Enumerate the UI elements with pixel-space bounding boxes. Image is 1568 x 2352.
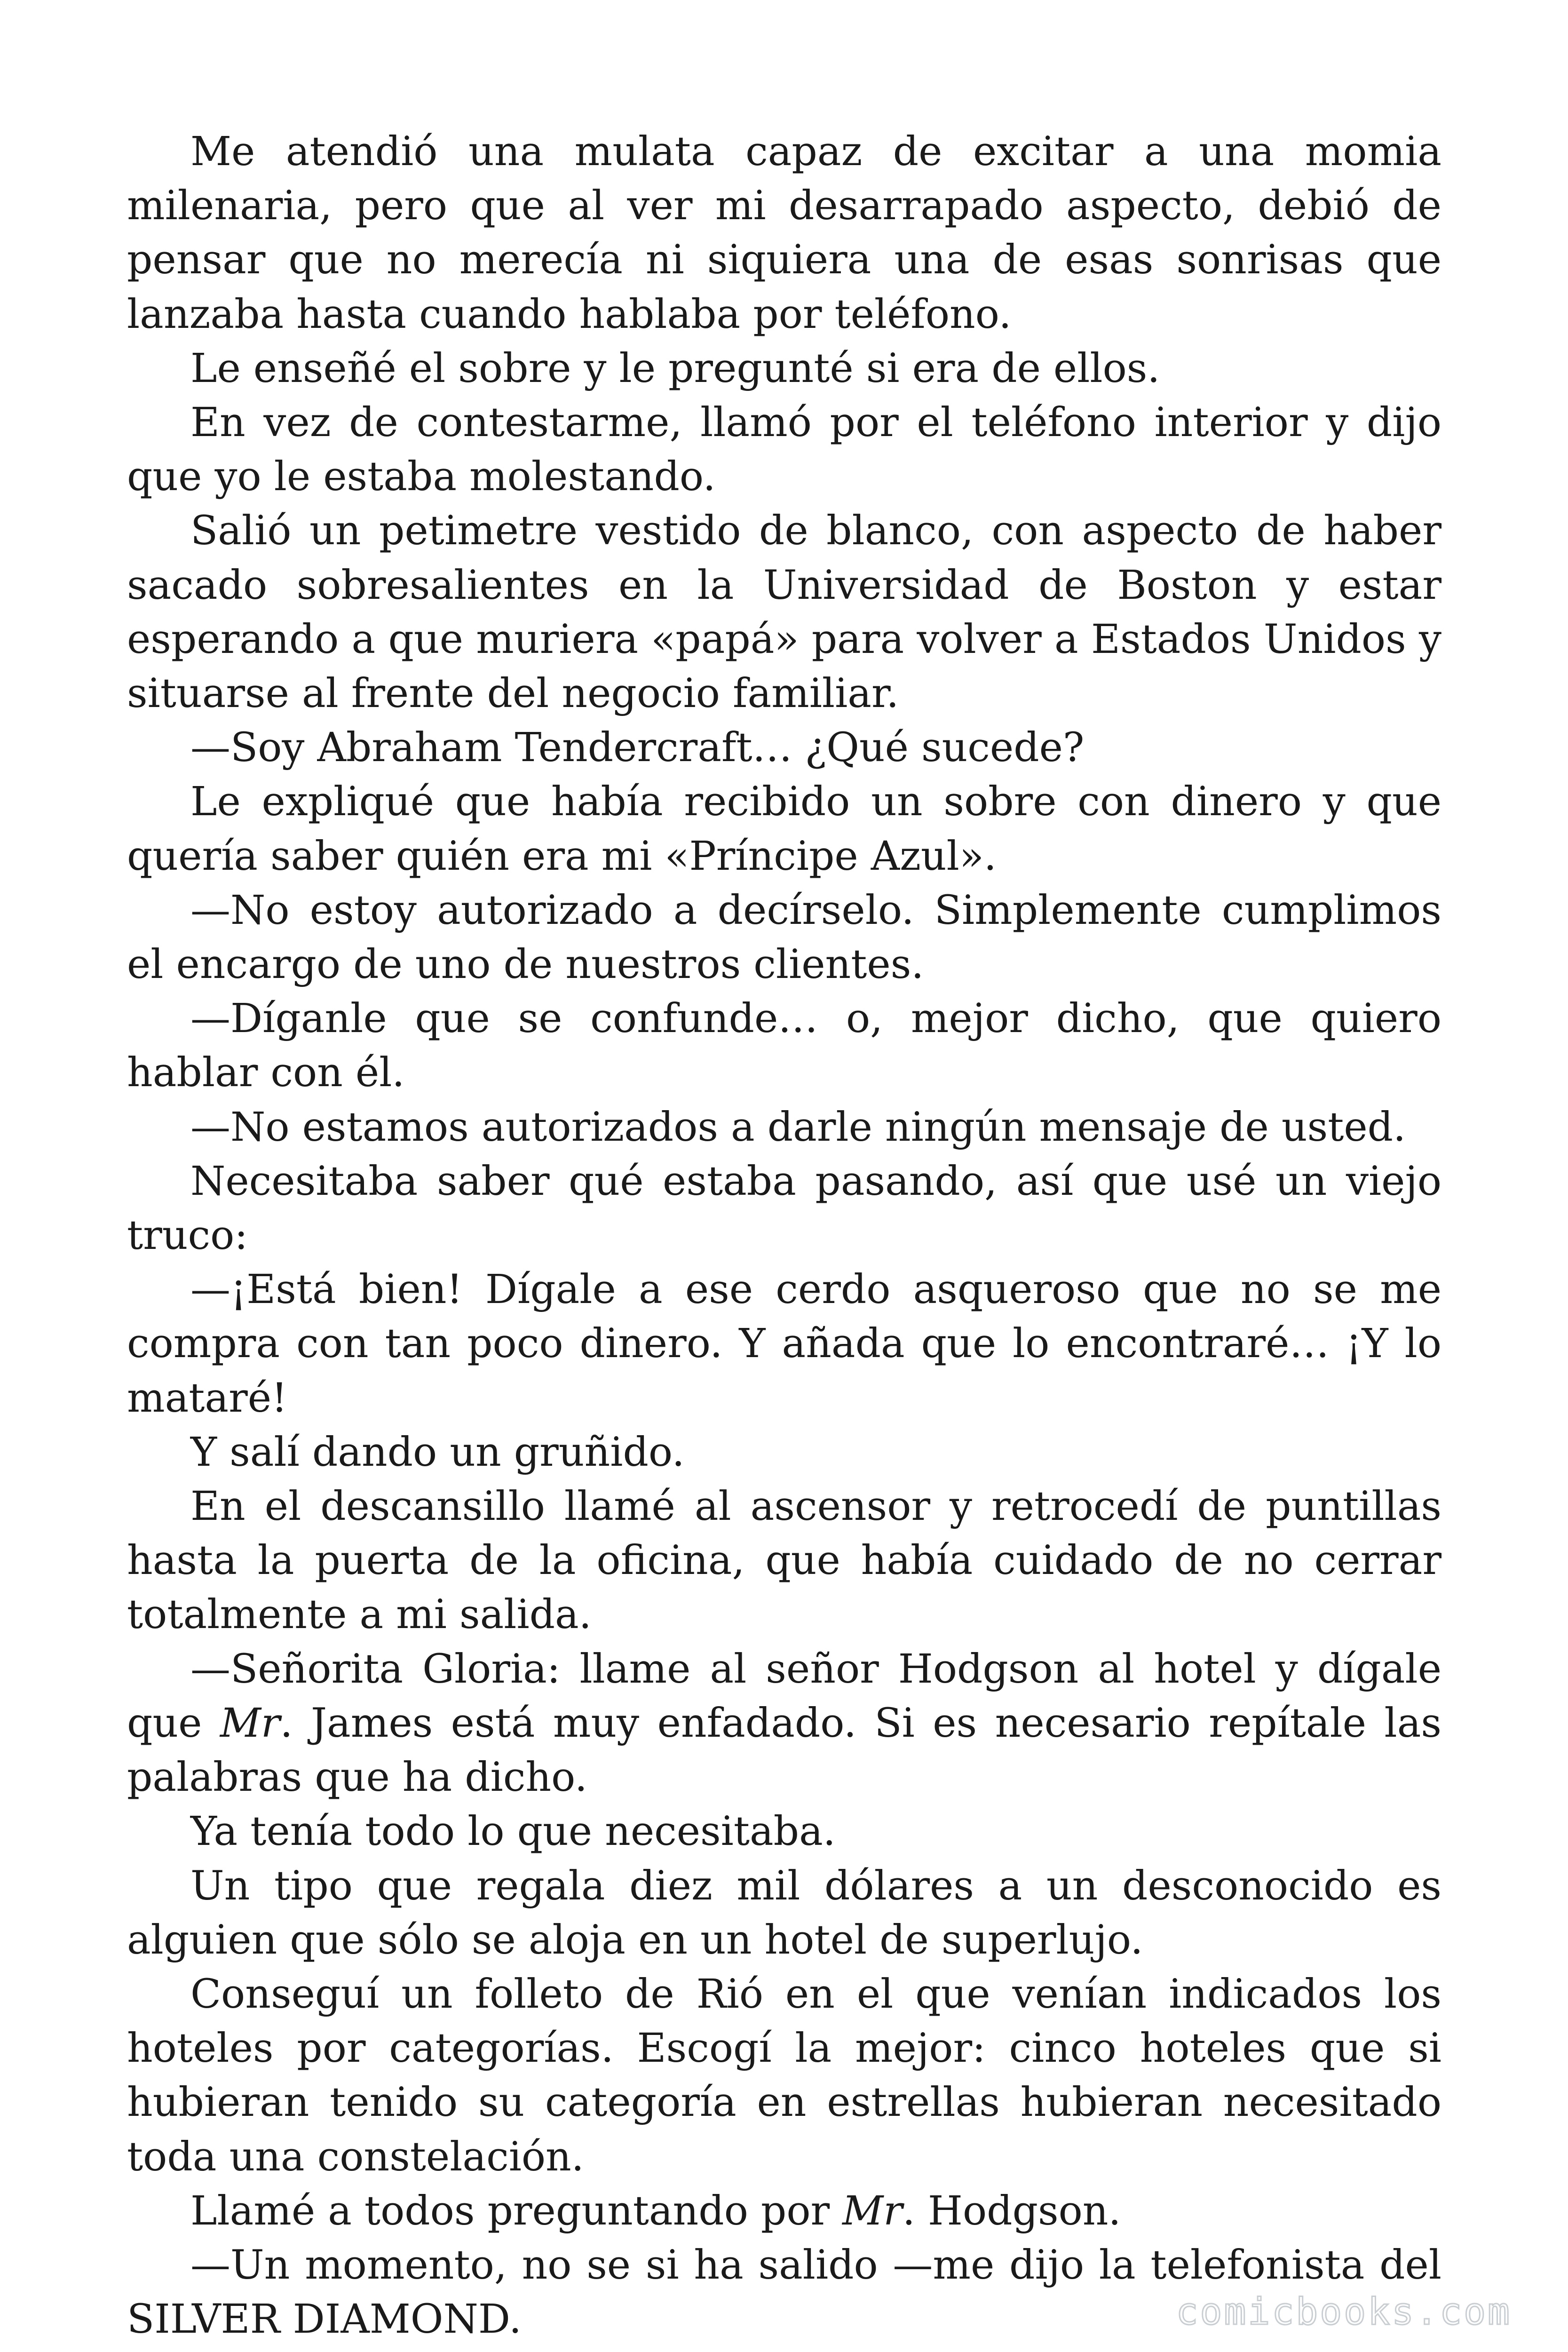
paragraph: Conseguí un folleto de Rió en el que venían indicados los hoteles por categorías. Escogí la mejor: cinco hoteles que si hubieran tenido su categoría en estrellas hubieran necesitado toda una constelación.	[127, 1971, 1441, 2180]
paragraph: Salió un petimetre vestido de blanco, con aspecto de haber sacado sobresalientes en la Universidad de Boston y estar esperando a que muriera «papá» para volver a Estados Unidos y situarse al frente del negocio familiar.	[127, 508, 1441, 717]
emphasis-text: Mr	[842, 2187, 903, 2234]
paragraph-text: —Señorita Gloria: llame al señor Hodgson al hotel y dígale que	[127, 1645, 1441, 1747]
paragraph-text: Llamé a todos preguntando por	[190, 2187, 843, 2234]
paragraph: Ya tenía todo lo que necesitaba.	[190, 1808, 836, 1855]
paragraph	[127, 2184, 1441, 2238]
paragraph: Y salí dando un gruñido.	[190, 1429, 685, 1476]
paragraph: En vez de contestarme, llamó por el teléfono interior y dijo que yo le estaba molestando.	[127, 399, 1441, 501]
paragraph: Me atendió una mulata capaz de excitar a una momia milenaria, pero que al ver mi desarrapado aspecto, debió de pensar que no merecía ni siquiera una de esas sonrisas que lanzaba hasta cuando hablaba por teléfono.	[127, 128, 1441, 338]
paragraph: —Soy Abraham Tendercraft… ¿Qué sucede?	[190, 724, 1085, 771]
paragraph: —Un momento, no se si ha salido —me dijo la telefonista del SILVER DIAMOND.	[127, 2241, 1441, 2343]
watermark: comicbooks.com	[1176, 2291, 1512, 2333]
emphasis-text: Mr	[220, 1700, 280, 1747]
body-text	[127, 125, 1441, 2346]
paragraph-text: . James está muy enfadado. Si es necesario repítale las palabras que ha dicho.	[127, 1700, 1441, 1801]
paragraph-text: . Hodgson.	[902, 2187, 1121, 2234]
paragraph: —Díganle que se confunde… o, mejor dicho, que quiero hablar con él.	[127, 995, 1441, 1097]
paragraph: Necesitaba saber qué estaba pasando, así que usé un viejo truco:	[127, 1158, 1441, 1259]
paragraph: Un tipo que regala diez mil dólares a un desconocido es alguien que sólo se aloja en un hotel de superlujo.	[127, 1862, 1441, 1963]
paragraph: —No estoy autorizado a decírselo. Simplemente cumplimos el encargo de uno de nuestros clientes.	[127, 887, 1441, 988]
paragraph: —¡Está bien! Dígale a ese cerdo asqueroso que no se me compra con tan poco dinero. Y añada que lo encontraré… ¡Y lo mataré!	[127, 1266, 1441, 1422]
paragraph: Le enseñé el sobre y le pregunté si era de ellos.	[190, 345, 1160, 392]
paragraph: —No estamos autorizados a darle ningún mensaje de usted.	[190, 1104, 1406, 1151]
paragraph	[127, 1642, 1441, 1805]
paragraph: En el descansillo llamé al ascensor y retrocedí de puntillas hasta la puerta de la oficina, que había cuidado de no cerrar totalmente a mi salida.	[127, 1483, 1441, 1638]
paragraph: Le expliqué que había recibido un sobre con dinero y que quería saber quién era mi «Príncipe Azul».	[127, 779, 1441, 880]
